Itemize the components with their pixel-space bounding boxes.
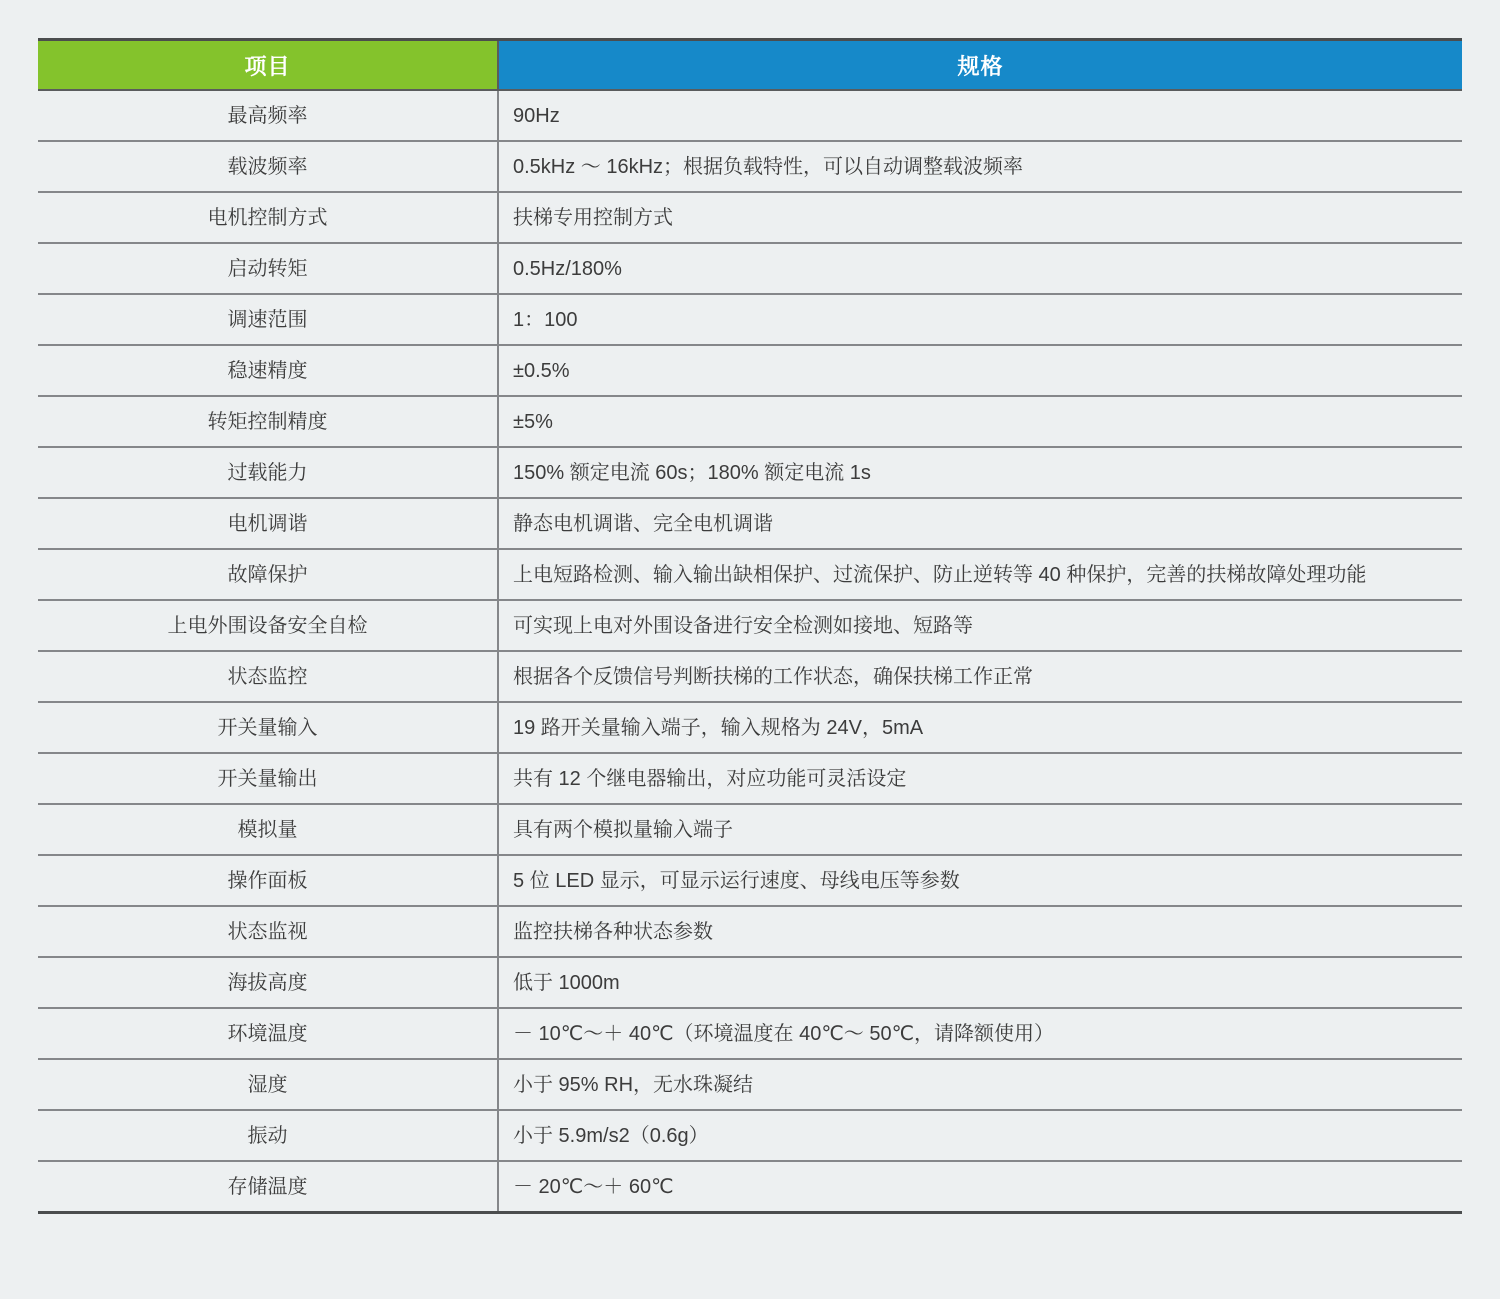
row-spec-value: ±0.5% (513, 359, 570, 382)
row-item-label: 存储温度 (38, 1162, 499, 1211)
row-item-label: 环境温度 (38, 1009, 499, 1058)
table-row (38, 601, 1462, 652)
table-row (38, 448, 1462, 499)
row-item-label: 振动 (38, 1111, 499, 1160)
row-spec-value: 5 位 LED 显示，可显示运行速度、母线电压等参数 (513, 869, 960, 892)
row-spec-value: 静态电机调谐、完全电机调谐 (513, 512, 773, 535)
header-cell-item: 项目 (38, 41, 499, 89)
row-item-label: 调速范围 (38, 295, 499, 344)
table-row (38, 1060, 1462, 1111)
table-row (38, 805, 1462, 856)
row-item-label: 故障保护 (38, 550, 499, 599)
row-item-label: 状态监视 (38, 907, 499, 956)
table-row (38, 958, 1462, 1009)
row-item-label: 稳速精度 (38, 346, 499, 395)
table-row (38, 652, 1462, 703)
row-spec-value: 监控扶梯各种状态参数 (513, 920, 713, 943)
row-item-label: 电机控制方式 (38, 193, 499, 242)
row-spec-value: 低于 1000m (513, 971, 620, 994)
row-spec-value: － 10℃～＋ 40℃（环境温度在 40℃～ 50℃，请降额使用） (513, 1022, 1055, 1045)
row-item-label: 启动转矩 (38, 244, 499, 293)
spec-table-body (38, 91, 1462, 1211)
row-spec-value: 可实现上电对外围设备进行安全检测如接地、短路等 (513, 614, 973, 637)
table-row (38, 550, 1462, 601)
table-row (38, 193, 1462, 244)
table-row (38, 142, 1462, 193)
row-item-label: 最高频率 (38, 91, 499, 140)
row-spec-value: 150% 额定电流 60s；180% 额定电流 1s (513, 461, 871, 484)
row-item-label: 转矩控制精度 (38, 397, 499, 446)
table-row (38, 1162, 1462, 1211)
row-spec-value: 上电短路检测、输入输出缺相保护、过流保护、防止逆转等 40 种保护，完善的扶梯故障处理功能 (513, 563, 1367, 586)
spec-table (38, 38, 1462, 1214)
table-row (38, 397, 1462, 448)
row-spec-value: 小于 95% RH，无水珠凝结 (513, 1073, 754, 1096)
row-spec-value: 扶梯专用控制方式 (513, 206, 673, 229)
row-item-label: 模拟量 (38, 805, 499, 854)
table-row (38, 754, 1462, 805)
row-spec-value: 90Hz (513, 104, 560, 127)
row-item-label: 海拔高度 (38, 958, 499, 1007)
row-item-label: 状态监控 (38, 652, 499, 701)
row-item-label: 载波频率 (38, 142, 499, 191)
table-row (38, 91, 1462, 142)
row-item-label: 电机调谐 (38, 499, 499, 548)
table-row (38, 1009, 1462, 1060)
row-spec-value: 具有两个模拟量输入端子 (513, 818, 733, 841)
header-cell-spec: 规格 (499, 41, 1462, 89)
table-header-row (38, 41, 1462, 91)
row-item-label: 开关量输入 (38, 703, 499, 752)
row-item-label: 上电外围设备安全自检 (38, 601, 499, 650)
row-item-label: 开关量输出 (38, 754, 499, 803)
row-item-label: 过载能力 (38, 448, 499, 497)
row-spec-value: 根据各个反馈信号判断扶梯的工作状态，确保扶梯工作正常 (513, 665, 1033, 688)
table-row (38, 346, 1462, 397)
table-row (38, 295, 1462, 346)
row-spec-value: 共有 12 个继电器输出，对应功能可灵活设定 (513, 767, 907, 790)
row-spec-value: 0.5kHz ～ 16kHz；根据负载特性，可以自动调整载波频率 (513, 155, 1024, 178)
table-row (38, 703, 1462, 754)
table-row (38, 856, 1462, 907)
row-spec-value: ±5% (513, 410, 553, 433)
row-spec-value: 1：100 (513, 308, 578, 331)
row-item-label: 操作面板 (38, 856, 499, 905)
row-spec-value: 0.5Hz/180% (513, 257, 622, 280)
table-row (38, 499, 1462, 550)
table-row (38, 907, 1462, 958)
row-spec-value: 19 路开关量输入端子，输入规格为 24V，5mA (513, 716, 924, 739)
table-row (38, 244, 1462, 295)
row-spec-value: 小于 5.9m/s2（0.6g） (513, 1124, 709, 1147)
row-spec-value: － 20℃～＋ 60℃ (513, 1175, 674, 1198)
row-item-label: 湿度 (38, 1060, 499, 1109)
table-row (38, 1111, 1462, 1162)
